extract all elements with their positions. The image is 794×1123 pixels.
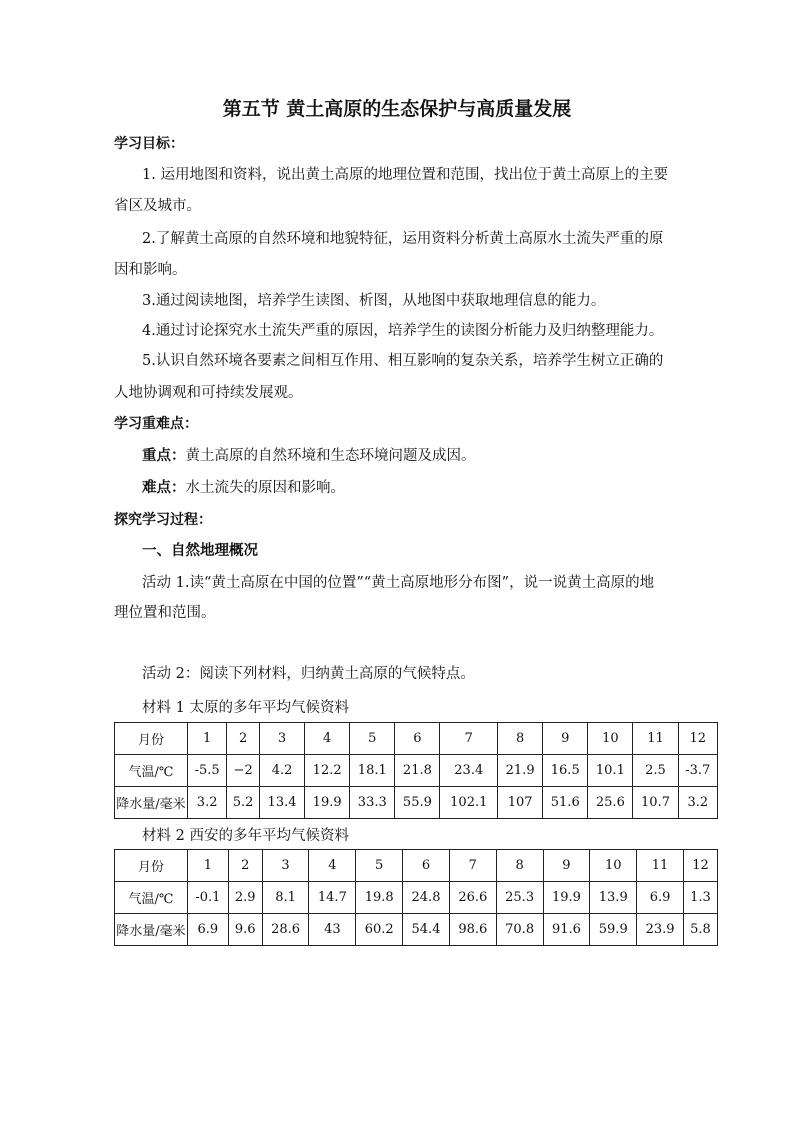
table-row-temperature xyxy=(115,882,718,914)
row-label: 月份 xyxy=(115,850,188,882)
activity-1-line-2: 理位置和范围。 xyxy=(114,605,216,621)
table-cell-precipitation: 5.8 xyxy=(683,914,717,946)
table-cell-month: 3 xyxy=(262,850,309,882)
table-cell-month: 10 xyxy=(588,723,633,755)
table-cell-precipitation: 54.4 xyxy=(403,914,450,946)
table-cell-temperature: -3.7 xyxy=(678,755,717,787)
difficulty-line xyxy=(142,477,718,499)
table-cell-temperature: 2.5 xyxy=(633,755,678,787)
table-cell-precipitation: 33.3 xyxy=(350,787,395,819)
difficulty-label: 难点： xyxy=(142,480,186,496)
table-cell-precipitation: 70.8 xyxy=(496,914,543,946)
focus-label: 重点： xyxy=(142,448,186,464)
table-cell-month: 4 xyxy=(309,850,356,882)
table-row-precipitation xyxy=(115,787,718,819)
table-cell-month: 8 xyxy=(496,850,543,882)
table-cell-month: 9 xyxy=(543,850,590,882)
table-cell-month: 6 xyxy=(403,850,450,882)
process-heading: 探究学习过程： xyxy=(114,512,212,528)
focus-text: 黄土高原的自然环境和生态环境问题及成因。 xyxy=(185,448,476,464)
table-cell-precipitation: 9.6 xyxy=(228,914,262,946)
key-points-heading: 学习重难点： xyxy=(114,416,198,432)
table-cell-month: 2 xyxy=(227,723,260,755)
table-cell-temperature: 19.9 xyxy=(543,882,590,914)
table-cell-temperature: -5.5 xyxy=(188,755,227,787)
table-cell-temperature: 25.3 xyxy=(496,882,543,914)
activity-1-line-1: 活动 1.读“黄土高原在中国的位置”“黄土高原地形分布图”，说一说黄土高原的地 xyxy=(142,575,655,591)
table-cell-precipitation: 6.9 xyxy=(188,914,229,946)
objectives-heading: 学习目标： xyxy=(114,136,184,152)
table-cell-temperature: 14.7 xyxy=(309,882,356,914)
table-cell-month: 5 xyxy=(350,723,395,755)
table-cell-temperature: 24.8 xyxy=(403,882,450,914)
table-cell-temperature: 16.5 xyxy=(543,755,588,787)
table-cell-month: 3 xyxy=(259,723,304,755)
table-cell-temperature: 18.1 xyxy=(350,755,395,787)
table-cell-temperature: 13.9 xyxy=(590,882,637,914)
difficulty-text: 水土流失的原因和影响。 xyxy=(185,480,345,496)
table-cell-precipitation: 59.9 xyxy=(590,914,637,946)
table-cell-month: 12 xyxy=(683,850,717,882)
table-cell-temperature: 8.1 xyxy=(262,882,309,914)
table-cell-precipitation: 98.6 xyxy=(449,914,496,946)
table-cell-month: 6 xyxy=(395,723,440,755)
row-label: 降水量/毫米 xyxy=(115,914,188,946)
table-cell-precipitation: 60.2 xyxy=(356,914,403,946)
table-cell-precipitation: 10.7 xyxy=(633,787,678,819)
objective-1-line-2: 省区及城市。 xyxy=(114,198,201,214)
row-label: 气温/℃ xyxy=(115,755,188,787)
table-cell-temperature: 6.9 xyxy=(637,882,684,914)
table-cell-temperature: −2 xyxy=(227,755,260,787)
table-cell-precipitation: 3.2 xyxy=(678,787,717,819)
table-row-precipitation xyxy=(115,914,718,946)
table-cell-temperature: 19.8 xyxy=(356,882,403,914)
table-cell-month: 11 xyxy=(633,723,678,755)
table-cell-precipitation: 25.6 xyxy=(588,787,633,819)
table-cell-precipitation: 91.6 xyxy=(543,914,590,946)
table-cell-precipitation: 5.2 xyxy=(227,787,260,819)
objective-1-line-1: 1. 运用地图和资料，说出黄土高原的地理位置和范围，找出位于黄土高原上的主要 xyxy=(142,167,668,183)
focus-line xyxy=(142,445,718,467)
table-cell-temperature: 23.4 xyxy=(440,755,498,787)
table-cell-month: 1 xyxy=(188,723,227,755)
table-cell-precipitation: 28.6 xyxy=(262,914,309,946)
row-label: 降水量/毫米 xyxy=(115,787,188,819)
table-cell-temperature: 4.2 xyxy=(259,755,304,787)
material-1-table xyxy=(114,722,718,819)
page-title: 第五节 黄土高原的生态保护与高质量发展 xyxy=(222,98,572,120)
objective-3: 3.通过阅读地图，培养学生读图、析图，从地图中获取地理信息的能力。 xyxy=(142,293,606,309)
table-cell-precipitation: 102.1 xyxy=(440,787,498,819)
table-cell-temperature: 21.9 xyxy=(498,755,543,787)
section-1-heading: 一、自然地理概况 xyxy=(142,543,258,559)
table-cell-temperature: -0.1 xyxy=(188,882,229,914)
table-cell-month: 9 xyxy=(543,723,588,755)
activity-2: 活动 2：阅读下列材料，归纳黄土高原的气候特点。 xyxy=(142,666,475,682)
table-cell-temperature: 10.1 xyxy=(588,755,633,787)
material-1-caption: 材料 1 太原的多年平均气候资料 xyxy=(142,700,349,716)
table-cell-precipitation: 19.9 xyxy=(305,787,350,819)
table-cell-month: 2 xyxy=(228,850,262,882)
table-cell-precipitation: 55.9 xyxy=(395,787,440,819)
objective-4: 4.通过讨论探究水土流失严重的原因，培养学生的读图分析能力及归纳整理能力。 xyxy=(142,323,664,339)
table-cell-temperature: 12.2 xyxy=(305,755,350,787)
row-label: 月份 xyxy=(115,723,188,755)
row-label: 气温/℃ xyxy=(115,882,188,914)
table-cell-temperature: 1.3 xyxy=(683,882,717,914)
table-cell-month: 7 xyxy=(449,850,496,882)
table-cell-month: 1 xyxy=(188,850,229,882)
table-cell-precipitation: 107 xyxy=(498,787,543,819)
table-cell-month: 10 xyxy=(590,850,637,882)
objective-5-line-1: 5.认识自然环境各要素之间相互作用、相互影响的复杂关系，培养学生树立正确的 xyxy=(142,353,664,369)
table-cell-month: 11 xyxy=(637,850,684,882)
material-2-table xyxy=(114,849,718,946)
table-cell-month: 8 xyxy=(498,723,543,755)
objective-2-line-2: 因和影响。 xyxy=(114,262,187,278)
table-row-temperature xyxy=(115,755,718,787)
objective-2-line-1: 2.了解黄土高原的自然环境和地貌特征，运用资料分析黄土高原水土流失严重的原 xyxy=(142,231,664,247)
table-cell-temperature: 26.6 xyxy=(449,882,496,914)
table-cell-temperature: 21.8 xyxy=(395,755,440,787)
table-cell-precipitation: 43 xyxy=(309,914,356,946)
table-cell-month: 5 xyxy=(356,850,403,882)
table-cell-precipitation: 13.4 xyxy=(259,787,304,819)
table-cell-precipitation: 51.6 xyxy=(543,787,588,819)
table-cell-precipitation: 3.2 xyxy=(188,787,227,819)
table-row-month xyxy=(115,723,718,755)
table-row-month xyxy=(115,850,718,882)
material-2-caption: 材料 2 西安的多年平均气候资料 xyxy=(142,828,349,844)
table-cell-temperature: 2.9 xyxy=(228,882,262,914)
table-cell-month: 4 xyxy=(305,723,350,755)
objective-5-line-2: 人地协调观和可持续发展观。 xyxy=(114,385,303,401)
table-cell-precipitation: 23.9 xyxy=(637,914,684,946)
table-cell-month: 7 xyxy=(440,723,498,755)
table-cell-month: 12 xyxy=(678,723,717,755)
